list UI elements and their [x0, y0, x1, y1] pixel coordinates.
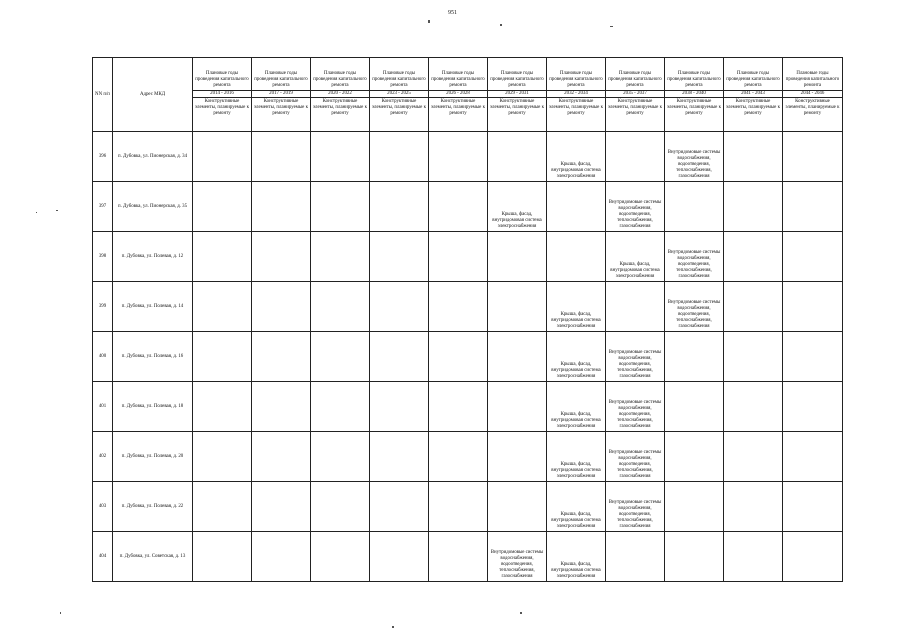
work-cell: Внутридомовые системы водоснабжения, водоотведения, теплоснабжения, газоснабжения	[488, 532, 547, 582]
work-cell	[665, 382, 724, 432]
work-cell	[724, 282, 783, 332]
row-number: 400	[93, 332, 113, 382]
table-row	[93, 532, 843, 582]
scan-speck	[610, 26, 613, 27]
table-row	[93, 332, 843, 382]
row-address: п. Дубовка, ул. Полевая, д. 16	[113, 332, 193, 382]
work-cell	[606, 282, 665, 332]
work-cell	[193, 232, 252, 282]
work-cell	[370, 532, 429, 582]
header-period-years: 2041 - 2043	[724, 91, 783, 98]
row-address: п. Дубовка, ул. Пионерская, д. 34	[113, 132, 193, 182]
work-cell: Внутридомовые системы водоснабжения, водоотведения, теплоснабжения, газоснабжения	[665, 132, 724, 182]
work-cell	[311, 382, 370, 432]
scan-speck	[500, 24, 502, 26]
header-elements-label: Конструктивные элементы, планируемые к ремонту	[606, 98, 665, 132]
work-cell	[665, 532, 724, 582]
page-number: 951	[448, 10, 457, 16]
work-cell	[724, 182, 783, 232]
work-cell	[252, 132, 311, 182]
scan-speck	[392, 626, 394, 628]
row-address: п. Дубовка, ул. Пионерская, д. 35	[113, 182, 193, 232]
work-cell	[429, 332, 488, 382]
work-cell	[252, 532, 311, 582]
work-cell	[665, 332, 724, 382]
work-cell	[429, 482, 488, 532]
scan-speck	[60, 612, 61, 614]
row-number: 397	[93, 182, 113, 232]
header-elements-label: Конструктивные элементы, планируемые к ремонту	[665, 98, 724, 132]
header-elements-label: Конструктивные элементы, планируемые к ремонту	[252, 98, 311, 132]
work-cell	[252, 382, 311, 432]
header-elements-label: Конструктивные элементы, планируемые к ремонту	[429, 98, 488, 132]
work-cell: Внутридомовые системы водоснабжения, водоотведения, теплоснабжения, газоснабжения	[665, 282, 724, 332]
work-cell	[193, 332, 252, 382]
work-cell	[724, 232, 783, 282]
row-address: п. Дубовка, ул. Полевая, д. 22	[113, 482, 193, 532]
header-period-years: 2026 - 2028	[429, 91, 488, 98]
work-cell	[429, 532, 488, 582]
row-address: п. Дубовка, ул. Советская, д. 13	[113, 532, 193, 582]
work-cell	[783, 282, 843, 332]
scan-speck	[56, 210, 58, 211]
header-period-label: Плановые годы проведения капитального ремонта	[724, 58, 783, 91]
table-row	[93, 132, 843, 182]
work-cell: Крыша, фасад, внутридомовая система электроснабжения	[547, 382, 606, 432]
work-cell	[783, 332, 843, 382]
work-cell	[783, 432, 843, 482]
work-cell	[311, 232, 370, 282]
work-cell: Внутридомовые системы водоснабжения, водоотведения, теплоснабжения, газоснабжения	[606, 432, 665, 482]
work-cell	[252, 232, 311, 282]
work-cell	[783, 382, 843, 432]
header-elements-label: Конструктивные элементы, планируемые к ремонту	[488, 98, 547, 132]
work-cell	[724, 532, 783, 582]
header-period-years: 2029 - 2031	[488, 91, 547, 98]
work-cell: Крыша, фасад, внутридомовая система электроснабжения	[547, 332, 606, 382]
work-cell	[252, 432, 311, 482]
header-period-years: 2035 - 2037	[606, 91, 665, 98]
work-cell	[783, 232, 843, 282]
table-row	[93, 232, 843, 282]
work-cell	[724, 432, 783, 482]
header-elements-label: Конструктивные элементы, планируемые к ремонту	[370, 98, 429, 132]
work-cell: Крыша, фасад, внутридомовая система электроснабжения	[547, 532, 606, 582]
work-cell	[724, 382, 783, 432]
work-cell	[193, 182, 252, 232]
work-cell	[724, 132, 783, 182]
work-cell	[370, 432, 429, 482]
work-cell	[783, 482, 843, 532]
header-period-years: 2014 - 2016	[193, 91, 252, 98]
header-period-years: 2020 - 2022	[311, 91, 370, 98]
work-cell	[370, 182, 429, 232]
row-address: п. Дубовка, ул. Полевая, д. 18	[113, 382, 193, 432]
row-number: 404	[93, 532, 113, 582]
work-cell	[429, 132, 488, 182]
work-cell	[488, 332, 547, 382]
header-period-label: Плановые годы проведения капитального ремонта	[665, 58, 724, 91]
work-cell	[488, 382, 547, 432]
work-cell	[783, 132, 843, 182]
table-row	[93, 432, 843, 482]
table-row	[93, 282, 843, 332]
work-cell	[429, 282, 488, 332]
header-period-label: Плановые годы проведения капитального ремонта	[193, 58, 252, 91]
work-cell	[370, 132, 429, 182]
header-period-years: 2038 - 2040	[665, 91, 724, 98]
work-cell: Крыша, фасад, внутридомовая система электроснабжения	[547, 282, 606, 332]
work-cell: Крыша, фасад, внутридомовая система электроснабжения	[547, 482, 606, 532]
work-cell	[252, 332, 311, 382]
work-cell	[252, 182, 311, 232]
header-period-label: Плановые годы проведения капитального ремонта	[488, 58, 547, 91]
table-row	[93, 382, 843, 432]
repair-schedule-table	[92, 57, 843, 582]
scan-speck	[428, 20, 430, 23]
work-cell: Крыша, фасад, внутридомовая система электроснабжения	[606, 232, 665, 282]
work-cell: Крыша, фасад, внутридомовая система электроснабжения	[547, 432, 606, 482]
work-cell	[370, 282, 429, 332]
work-cell	[429, 232, 488, 282]
work-cell	[488, 132, 547, 182]
work-cell	[370, 482, 429, 532]
work-cell	[724, 332, 783, 382]
work-cell	[783, 182, 843, 232]
work-cell	[429, 382, 488, 432]
work-cell	[252, 282, 311, 332]
work-cell	[311, 532, 370, 582]
row-number: 396	[93, 132, 113, 182]
work-cell	[724, 482, 783, 532]
work-cell	[370, 332, 429, 382]
work-cell: Крыша, фасад, внутридомовая система электроснабжения	[547, 132, 606, 182]
work-cell	[311, 282, 370, 332]
header-elements-label: Конструктивные элементы, планируемые к ремонту	[547, 98, 606, 132]
work-cell	[311, 132, 370, 182]
header-elements-label: Конструктивные элементы, планируемые к ремонту	[783, 98, 843, 132]
header-elements-label: Конструктивные элементы, планируемые к ремонту	[193, 98, 252, 132]
work-cell	[193, 382, 252, 432]
header-period-label: Плановые годы проведения капитального ремонта	[311, 58, 370, 91]
header-elements-label: Конструктивные элементы, планируемые к ремонту	[311, 98, 370, 132]
work-cell	[606, 132, 665, 182]
work-cell	[193, 132, 252, 182]
work-cell: Внутридомовые системы водоснабжения, водоотведения, теплоснабжения, газоснабжения	[606, 332, 665, 382]
header-period-years: 2023 - 2025	[370, 91, 429, 98]
work-cell	[193, 532, 252, 582]
work-cell: Внутридомовые системы водоснабжения, водоотведения, теплоснабжения, газоснабжения	[606, 382, 665, 432]
work-cell	[311, 482, 370, 532]
work-cell	[665, 432, 724, 482]
row-number: 398	[93, 232, 113, 282]
work-cell	[193, 282, 252, 332]
work-cell	[547, 182, 606, 232]
work-cell	[370, 232, 429, 282]
work-cell	[665, 182, 724, 232]
work-cell	[429, 182, 488, 232]
work-cell	[193, 432, 252, 482]
work-cell	[429, 432, 488, 482]
header-elements-label: Конструктивные элементы, планируемые к ремонту	[724, 98, 783, 132]
header-period-label: Плановые годы проведения капитального ремонта	[429, 58, 488, 91]
work-cell	[488, 232, 547, 282]
row-number: 403	[93, 482, 113, 532]
header-period-label: Плановые годы проведения капитального ремонта	[370, 58, 429, 91]
header-period-label: Плановые годы проведения капитального ремонта	[547, 58, 606, 91]
work-cell	[193, 482, 252, 532]
header-period-years: 2017 - 2019	[252, 91, 311, 98]
work-cell	[311, 182, 370, 232]
header-period-label: Плановые годы проведения капитального ремонта	[606, 58, 665, 91]
work-cell	[311, 332, 370, 382]
header-period-label: Плановые годы проведения капитального ремонта	[783, 58, 843, 91]
work-cell: Внутридомовые системы водоснабжения, водоотведения, теплоснабжения, газоснабжения	[606, 182, 665, 232]
work-cell	[547, 232, 606, 282]
header-period-years: 2044 - 2046	[783, 91, 843, 98]
work-cell	[252, 482, 311, 532]
work-cell	[488, 482, 547, 532]
scan-speck	[36, 212, 37, 213]
work-cell	[665, 482, 724, 532]
work-cell	[311, 432, 370, 482]
table-row	[93, 482, 843, 532]
work-cell: Внутридомовые системы водоснабжения, водоотведения, теплоснабжения, газоснабжения	[606, 482, 665, 532]
work-cell: Крыша, фасад, внутридомовая система электроснабжения	[488, 182, 547, 232]
header-period-years: 2032 - 2034	[547, 91, 606, 98]
work-cell	[488, 432, 547, 482]
header-num: NN п/п	[93, 58, 113, 132]
work-cell	[606, 532, 665, 582]
work-cell	[370, 382, 429, 432]
row-number: 402	[93, 432, 113, 482]
work-cell	[488, 282, 547, 332]
header-address: Адрес МКД	[113, 58, 193, 132]
scan-speck	[520, 612, 522, 614]
row-number: 399	[93, 282, 113, 332]
row-number: 401	[93, 382, 113, 432]
work-cell	[783, 532, 843, 582]
row-address: п. Дубовка, ул. Полевая, д. 20	[113, 432, 193, 482]
work-cell: Внутридомовые системы водоснабжения, водоотведения, теплоснабжения, газоснабжения	[665, 232, 724, 282]
header-period-label: Плановые годы проведения капитального ремонта	[252, 58, 311, 91]
row-address: п. Дубовка, ул. Полевая, д. 14	[113, 282, 193, 332]
table-row	[93, 182, 843, 232]
row-address: п. Дубовка, ул. Полевая, д. 12	[113, 232, 193, 282]
